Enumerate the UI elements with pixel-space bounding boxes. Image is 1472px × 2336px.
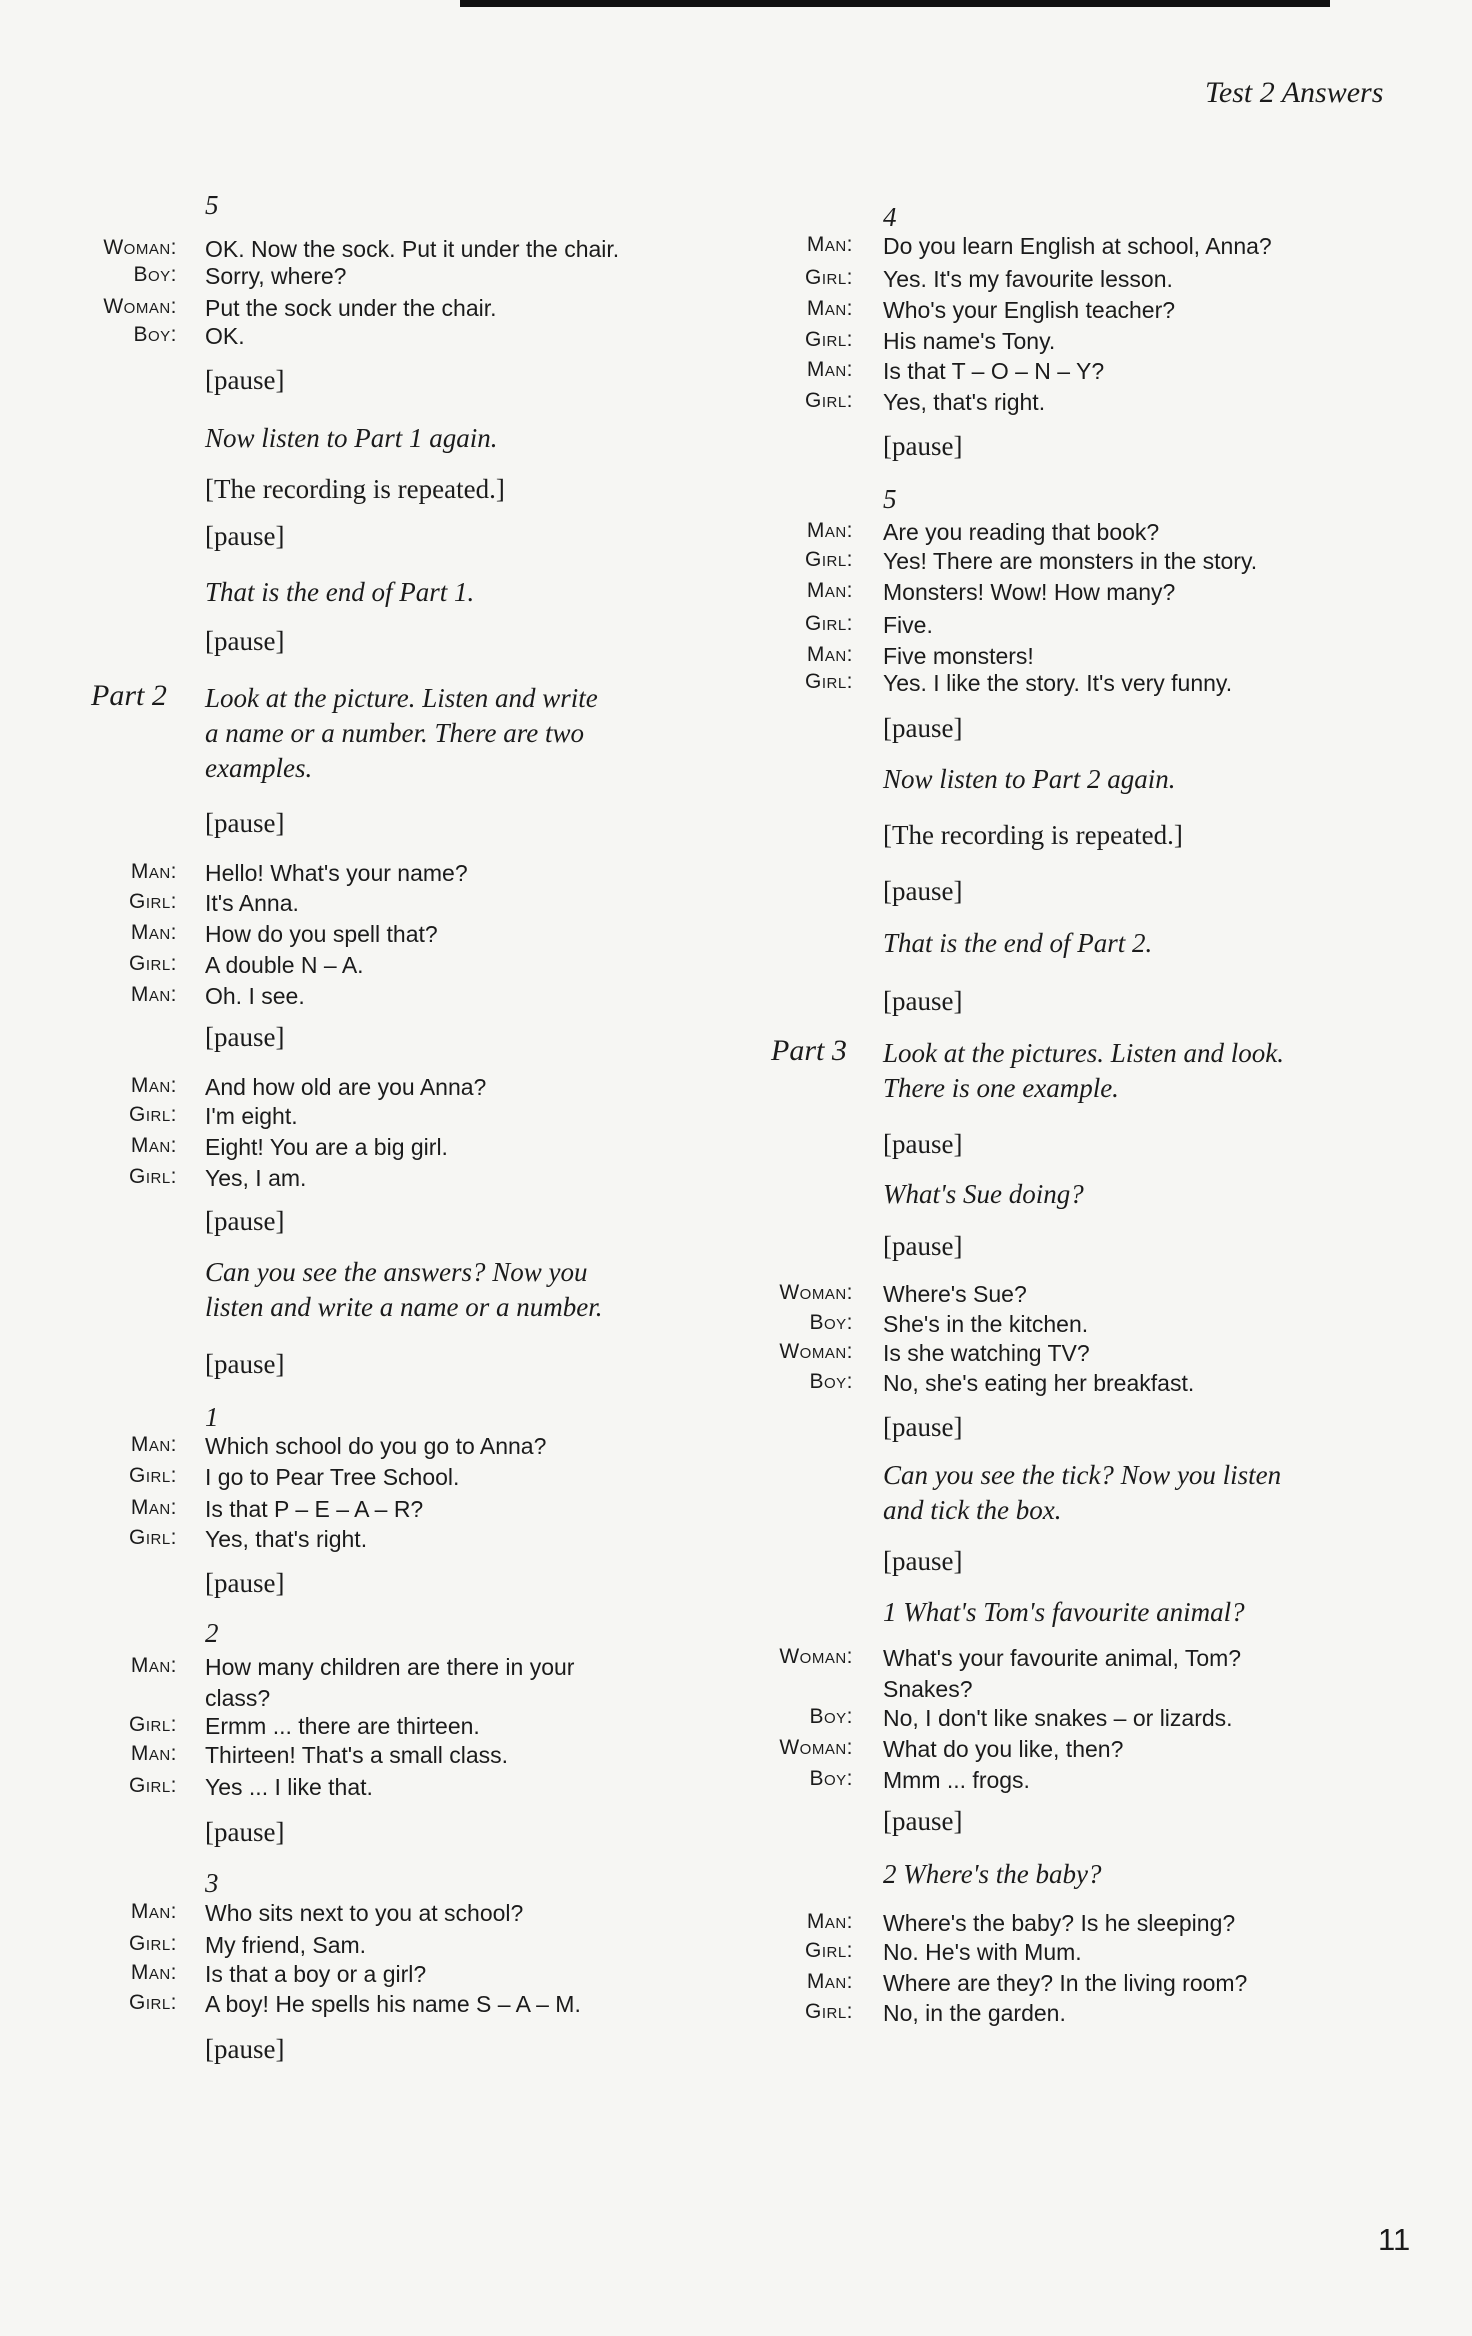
dialogue-line: I'm eight. [205,1103,298,1130]
speaker-label: Girl: [128,1931,177,1955]
instruction-line: Can you see the tick? Now you listen [883,1460,1282,1491]
dialogue-line: My friend, Sam. [205,1931,367,1958]
stage-direction: [pause] [205,2034,285,2065]
part-heading: Part 3 [771,1033,847,1067]
speaker-label: Girl: [804,548,853,572]
dialogue-line: Monsters! Wow! How many? [883,579,1176,606]
part-instruction: Look at the picture. Listen and write [205,683,598,714]
part-instruction: There is one example. [883,1072,1119,1103]
speaker-label: Man: [130,920,177,944]
dialogue-line: Yes ... I like that. [205,1774,373,1801]
instruction-line: listen and write a name or a number. [205,1292,603,1323]
dialogue-line: What's your favourite animal, Tom? [883,1644,1242,1671]
speaker-label: Boy: [809,1767,853,1791]
instruction-line: That is the end of Part 1. [205,577,475,608]
stage-direction: [pause] [205,1205,285,1236]
instruction-line: Now listen to Part 2 again. [883,764,1176,795]
dialogue-line: class? [205,1684,271,1711]
speaker-label: Girl: [128,1525,177,1549]
instruction-line: That is the end of Part 2. [883,927,1153,958]
item-number: 5 [205,190,219,221]
dialogue-line: Is she watching TV? [883,1340,1090,1367]
dialogue-line: Where's Sue? [883,1281,1027,1308]
instruction-line: 1 What's Tom's favourite animal? [883,1597,1245,1628]
item-number: 5 [883,484,897,515]
speaker-label: Man: [806,1909,853,1933]
dialogue-line: Sorry, where? [205,262,347,289]
speaker-label: Girl: [128,1712,177,1736]
stage-direction: [pause] [205,625,285,656]
speaker-label: Man: [806,518,853,542]
speaker-label: Man: [130,1653,177,1677]
speaker-label: Man: [130,1073,177,1097]
speaker-label: Man: [806,642,853,666]
speaker-label: Girl: [804,670,853,694]
item-number: 1 [205,1401,219,1432]
dialogue-line: Put the sock under the chair. [205,295,497,322]
stage-direction: [pause] [883,876,963,907]
dialogue-line: No, she's eating her breakfast. [883,1369,1195,1396]
speaker-label: Man: [806,358,853,382]
dialogue-line: OK. [205,323,245,350]
stage-direction: [pause] [205,1021,285,1052]
item-number: 4 [883,201,897,232]
speaker-label: Woman: [779,1281,853,1305]
speaker-label: Man: [130,1432,177,1456]
speaker-label: Girl: [804,611,853,635]
speaker-label: Girl: [128,951,177,975]
dialogue-line: His name's Tony. [883,327,1056,354]
stage-direction: [pause] [205,1567,285,1598]
speaker-label: Man: [806,579,853,603]
dialogue-line: Yes. It's my favourite lesson. [883,265,1173,292]
page-header: Test 2 Answers [1205,76,1384,109]
speaker-label: Girl: [804,389,853,413]
dialogue-line: Where's the baby? Is he sleeping? [883,1909,1236,1936]
stage-direction: [pause] [883,986,963,1017]
speaker-label: Girl: [804,265,853,289]
page-number: 11 [1378,2222,1411,2257]
speaker-label: Man: [130,982,177,1006]
speaker-label: Girl: [804,327,853,351]
dialogue-line: Yes, I am. [205,1165,307,1192]
dialogue-line: And how old are you Anna? [205,1073,487,1100]
speaker-label: Woman: [779,1736,853,1760]
item-number: 3 [205,1868,219,1899]
dialogue-line: Snakes? [883,1675,973,1702]
dialogue-line: Five. [883,611,933,638]
dialogue-line: Yes! There are monsters in the story. [883,548,1258,575]
speaker-label: Girl: [804,1999,853,2023]
part-instruction: Look at the pictures. Listen and look. [883,1037,1284,1068]
dialogue-line: Yes. I like the story. It's very funny. [883,670,1233,697]
dialogue-line: Eight! You are a big girl. [205,1134,448,1161]
stage-direction: [pause] [205,521,285,552]
dialogue-line: Oh. I see. [205,982,305,1009]
dialogue-line: Who's your English teacher? [883,296,1176,323]
dialogue-line: It's Anna. [205,889,299,916]
stage-direction: [pause] [883,431,963,462]
dialogue-line: Five monsters! [883,642,1034,669]
speaker-label: Woman: [779,1340,853,1364]
speaker-label: Man: [130,1496,177,1520]
dialogue-line: Who sits next to you at school? [205,1899,524,1926]
dialogue-line: A boy! He spells his name S – A – M. [205,1990,581,2017]
dialogue-line: OK. Now the sock. Put it under the chair. [205,236,620,263]
top-rule [460,0,1330,7]
stage-direction: [pause] [205,1816,285,1847]
dialogue-line: I go to Pear Tree School. [205,1463,460,1490]
dialogue-line: What do you like, then? [883,1736,1124,1763]
stage-direction: [pause] [883,1545,963,1576]
dialogue-line: Which school do you go to Anna? [205,1432,547,1459]
dialogue-line: How do you spell that? [205,920,438,947]
speaker-label: Girl: [128,1990,177,2014]
speaker-label: Girl: [128,1103,177,1127]
stage-direction: [pause] [205,365,285,396]
stage-direction: [pause] [205,1348,285,1379]
speaker-label: Woman: [103,295,177,319]
dialogue-line: No. He's with Mum. [883,1939,1082,1966]
dialogue-line: Where are they? In the living room? [883,1970,1248,1997]
speaker-label: Man: [130,1742,177,1766]
stage-direction: [The recording is repeated.] [883,820,1183,851]
speaker-label: Boy: [809,1705,853,1729]
speaker-label: Girl: [128,889,177,913]
dialogue-line: No, I don't like snakes – or lizards. [883,1705,1233,1732]
dialogue-line: Yes, that's right. [205,1525,368,1552]
speaker-label: Man: [130,1134,177,1158]
stage-direction: [pause] [205,808,285,839]
instruction-line: What's Sue doing? [883,1179,1084,1210]
dialogue-line: No, in the garden. [883,1999,1066,2026]
dialogue-line: Are you reading that book? [883,518,1160,545]
speaker-label: Man: [130,1899,177,1923]
dialogue-line: Ermm ... there are thirteen. [205,1712,480,1739]
part-instruction: a name or a number. There are two [205,718,584,749]
speaker-label: Girl: [128,1463,177,1487]
speaker-label: Man: [806,296,853,320]
stage-direction: [pause] [883,1230,963,1261]
instruction-line: and tick the box. [883,1495,1062,1526]
dialogue-line: A double N – A. [205,951,364,978]
speaker-label: Boy: [809,1369,853,1393]
dialogue-line: Hello! What's your name? [205,860,468,887]
stage-direction: [pause] [883,712,963,743]
dialogue-line: Yes, that's right. [883,389,1046,416]
speaker-label: Boy: [133,323,177,347]
speaker-label: Man: [130,1961,177,1985]
speaker-label: Boy: [133,262,177,286]
dialogue-line: Thirteen! That's a small class. [205,1742,509,1769]
speaker-label: Girl: [128,1165,177,1189]
part-instruction: examples. [205,753,313,784]
speaker-label: Man: [806,1970,853,1994]
stage-direction: [The recording is repeated.] [205,474,505,505]
item-number: 2 [205,1617,219,1648]
dialogue-line: Is that P – E – A – R? [205,1496,424,1523]
stage-direction: [pause] [883,1806,963,1837]
dialogue-line: Is that a boy or a girl? [205,1961,427,1988]
speaker-label: Man: [806,233,853,257]
speaker-label: Girl: [804,1939,853,1963]
stage-direction: [pause] [883,1411,963,1442]
instruction-line: Can you see the answers? Now you [205,1257,588,1288]
dialogue-line: Is that T – O – N – Y? [883,358,1105,385]
stage-direction: [pause] [883,1129,963,1160]
speaker-label: Girl: [128,1774,177,1798]
speaker-label: Boy: [809,1310,853,1334]
speaker-label: Woman: [103,236,177,260]
speaker-label: Man: [130,860,177,884]
instruction-line: 2 Where's the baby? [883,1859,1102,1890]
dialogue-line: Do you learn English at school, Anna? [883,233,1272,260]
instruction-line: Now listen to Part 1 again. [205,422,498,453]
dialogue-line: She's in the kitchen. [883,1310,1089,1337]
speaker-label: Woman: [779,1644,853,1668]
part-heading: Part 2 [91,679,167,713]
dialogue-line: Mmm ... frogs. [883,1767,1030,1794]
dialogue-line: How many children are there in your [205,1653,575,1680]
